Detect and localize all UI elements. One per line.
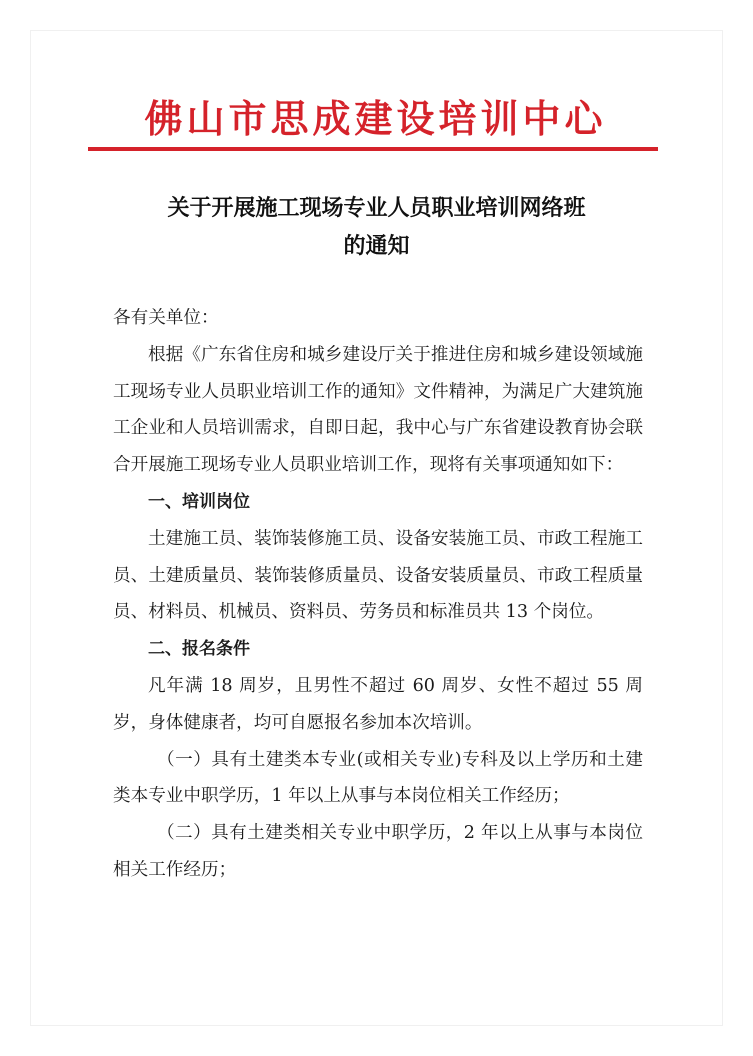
section-heading-eligibility: 二、报名条件 bbox=[148, 639, 250, 660]
positions-paragraph: 土建施工员、装饰装修施工员、设备安装施工员、市政工程施工员、土建质量员、装饰装修质量员、设备安装质量员、市政工程质量员、材料员、机械员、资料员、劳务员和标准员共 13 个岗位。 bbox=[113, 528, 643, 623]
document-body bbox=[113, 300, 643, 889]
header-red-rule bbox=[88, 147, 658, 151]
condition-item-1: （一）具有土建类本专业(或相关专业)专科及以上学历和土建类本专业中职学历，1 年以上从事与本岗位相关工作经历； bbox=[113, 749, 643, 807]
title-line-1: 关于开展施工现场专业人员职业培训网络班 bbox=[167, 196, 586, 221]
section-heading-positions: 一、培训岗位 bbox=[148, 491, 250, 512]
title-line-2: 的通知 bbox=[343, 234, 410, 259]
organization-header: 佛山市思成建设培训中心 bbox=[144, 96, 607, 141]
document-title bbox=[80, 190, 673, 266]
eligibility-paragraph: 凡年满 18 周岁，且男性不超过 60 周岁、女性不超过 55 周岁，身体健康者，均可自愿报名参加本次培训。 bbox=[113, 675, 643, 733]
salutation: 各有关单位： bbox=[113, 308, 219, 328]
condition-item-2: （二）具有土建类相关专业中职学历，2 年以上从事与本岗位相关工作经历； bbox=[113, 823, 643, 880]
intro-paragraph: 根据《广东省住房和城乡建设厅关于推进住房和城乡建设领域施工现场专业人员职业培训工作的通知》文件精神，为满足广大建筑施工企业和人员培训需求，自即日起，我中心与广东省建设教育协会联合开展施工现场专业人员职业培训工作，现将有关事项通知如下： bbox=[113, 344, 643, 476]
